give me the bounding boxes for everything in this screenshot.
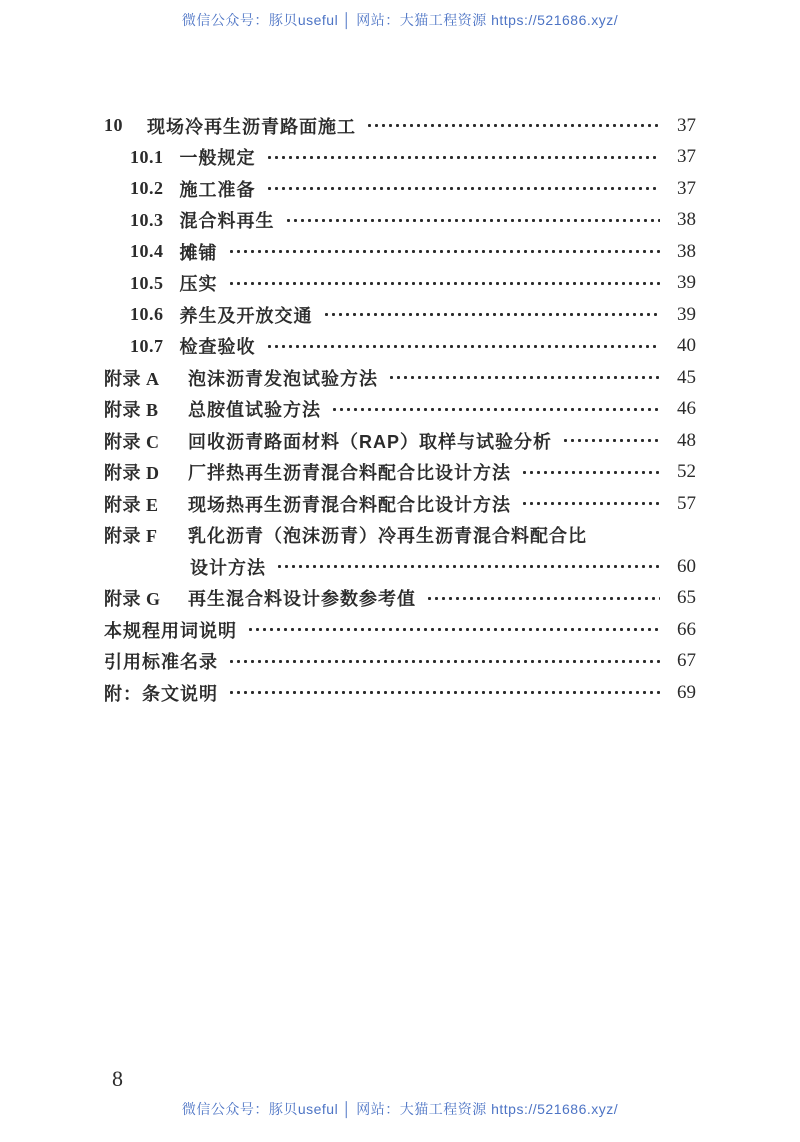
toc-entry-title: 再生混合料设计参数参考值 [188, 589, 416, 610]
toc-entry[interactable] [104, 331, 696, 363]
dot-leader [323, 299, 661, 331]
dot-leader [285, 205, 661, 237]
toc-entry-title: 泡沫沥青发泡试验方法 [188, 368, 378, 389]
toc-entry-title: 混合料再生 [179, 211, 275, 232]
toc-entry-number: 10.4 [130, 241, 164, 262]
toc-entry-page: 48 [677, 429, 696, 451]
toc-entry[interactable] [104, 551, 696, 583]
toc-entry[interactable] [104, 394, 696, 426]
toc-entry-page: 46 [677, 398, 696, 420]
toc-entry-page: 39 [677, 272, 696, 294]
dot-leader [266, 142, 661, 174]
dot-leader [366, 110, 660, 142]
toc-entry-page: 57 [677, 492, 696, 514]
toc-entry-page: 67 [677, 650, 696, 672]
toc-entry-title: 养生及开放交通 [179, 305, 313, 326]
toc-entry-title: 乳化沥青（泡沫沥青）冷再生沥青混合料配合比 [188, 526, 587, 547]
toc-entry-title: 引用标准名录 [104, 652, 218, 673]
dot-leader [228, 646, 660, 678]
dot-leader [521, 488, 660, 520]
toc-entry-page: 40 [677, 335, 696, 357]
toc-entry-page: 39 [677, 303, 696, 325]
toc-entry-number: 附录 F [104, 526, 158, 547]
toc-entry-page: 38 [677, 240, 696, 262]
toc-entry-number: 10.5 [130, 272, 164, 293]
toc-entry-page: 69 [677, 681, 696, 703]
toc-entry-page: 37 [677, 177, 696, 199]
toc-entry[interactable] [104, 110, 696, 142]
toc-entry-number: 10.2 [130, 178, 164, 199]
dot-leader [331, 394, 660, 426]
toc-entry-title: 设计方法 [190, 557, 266, 578]
toc-entry-title: 压实 [179, 274, 218, 295]
toc-entry-page: 38 [677, 209, 696, 231]
toc-entry-title: 厂拌热再生沥青混合料配合比设计方法 [188, 463, 511, 484]
dot-leader [266, 173, 661, 205]
dot-leader [228, 236, 661, 268]
dot-leader [521, 457, 660, 489]
dot-leader [276, 551, 660, 583]
dot-leader [562, 425, 660, 457]
toc-entry-title: 摊铺 [179, 242, 218, 263]
toc-entry[interactable] [104, 583, 696, 615]
table-of-contents [104, 110, 696, 709]
toc-entry[interactable] [104, 646, 696, 678]
dot-leader [388, 362, 660, 394]
toc-entry-title: 本规程用词说明 [104, 620, 237, 641]
toc-entry[interactable] [104, 677, 696, 709]
toc-entry-page: 52 [677, 461, 696, 483]
toc-entry[interactable] [104, 142, 696, 174]
toc-entry[interactable] [104, 488, 696, 520]
toc-entry-number: 附录 G [104, 589, 161, 610]
toc-entry[interactable] [104, 236, 696, 268]
toc-entry-number: 10.1 [130, 146, 164, 167]
dot-leader [247, 614, 660, 646]
toc-entry[interactable] [104, 205, 696, 237]
toc-entry[interactable] [104, 457, 696, 489]
toc-entry[interactable] [104, 268, 696, 300]
page-number: 8 [112, 1066, 123, 1091]
toc-entry-title: 一般规定 [179, 148, 256, 169]
toc-entry-page: 37 [677, 114, 696, 136]
toc-entry-number: 附录 E [104, 494, 159, 515]
toc-entry[interactable] [104, 173, 696, 205]
toc-entry[interactable] [104, 299, 696, 331]
toc-entry-number: 附录 B [104, 400, 159, 421]
toc-entry[interactable] [104, 425, 696, 457]
toc-entry-number: 10.3 [130, 209, 164, 230]
header-watermark: 微信公众号：豚贝useful │ 网站：大猫工程资源 https://521686.xyz/ [181, 12, 619, 28]
toc-entry-number: 10.6 [130, 304, 164, 325]
dot-leader [426, 583, 660, 615]
toc-entry-number: 附录 D [104, 463, 160, 484]
toc-entry-title: 检查验收 [179, 337, 256, 358]
toc-entry-title: 附：条文说明 [104, 683, 218, 704]
toc-entry-title: 总胺值试验方法 [188, 400, 321, 421]
toc-entry-number: 10.7 [130, 335, 164, 356]
toc-entry-title: 现场冷再生沥青路面施工 [147, 116, 356, 137]
toc-entry-page: 37 [677, 146, 696, 168]
toc-entry-title: 现场热再生沥青混合料配合比设计方法 [188, 494, 511, 515]
toc-entry-title: 施工准备 [179, 179, 256, 200]
toc-entry-page: 60 [677, 555, 696, 577]
footer-watermark: 微信公众号：豚贝useful │ 网站：大猫工程资源 https://521686.xyz/ [181, 1101, 619, 1117]
toc-entry-number: 10 [104, 115, 123, 136]
dot-leader [228, 268, 661, 300]
toc-entry-number: 附录 C [104, 431, 160, 452]
toc-entry-page: 65 [677, 587, 696, 609]
toc-entry-page: 45 [677, 366, 696, 388]
toc-entry-page: 66 [677, 618, 696, 640]
toc-entry[interactable] [104, 520, 696, 552]
dot-leader [228, 677, 660, 709]
toc-entry-title: 回收沥青路面材料（RAP）取样与试验分析 [188, 431, 553, 452]
toc-entry[interactable] [104, 362, 696, 394]
toc-entry-number: 附录 A [104, 368, 160, 389]
dot-leader [266, 331, 661, 363]
toc-entry[interactable] [104, 614, 696, 646]
